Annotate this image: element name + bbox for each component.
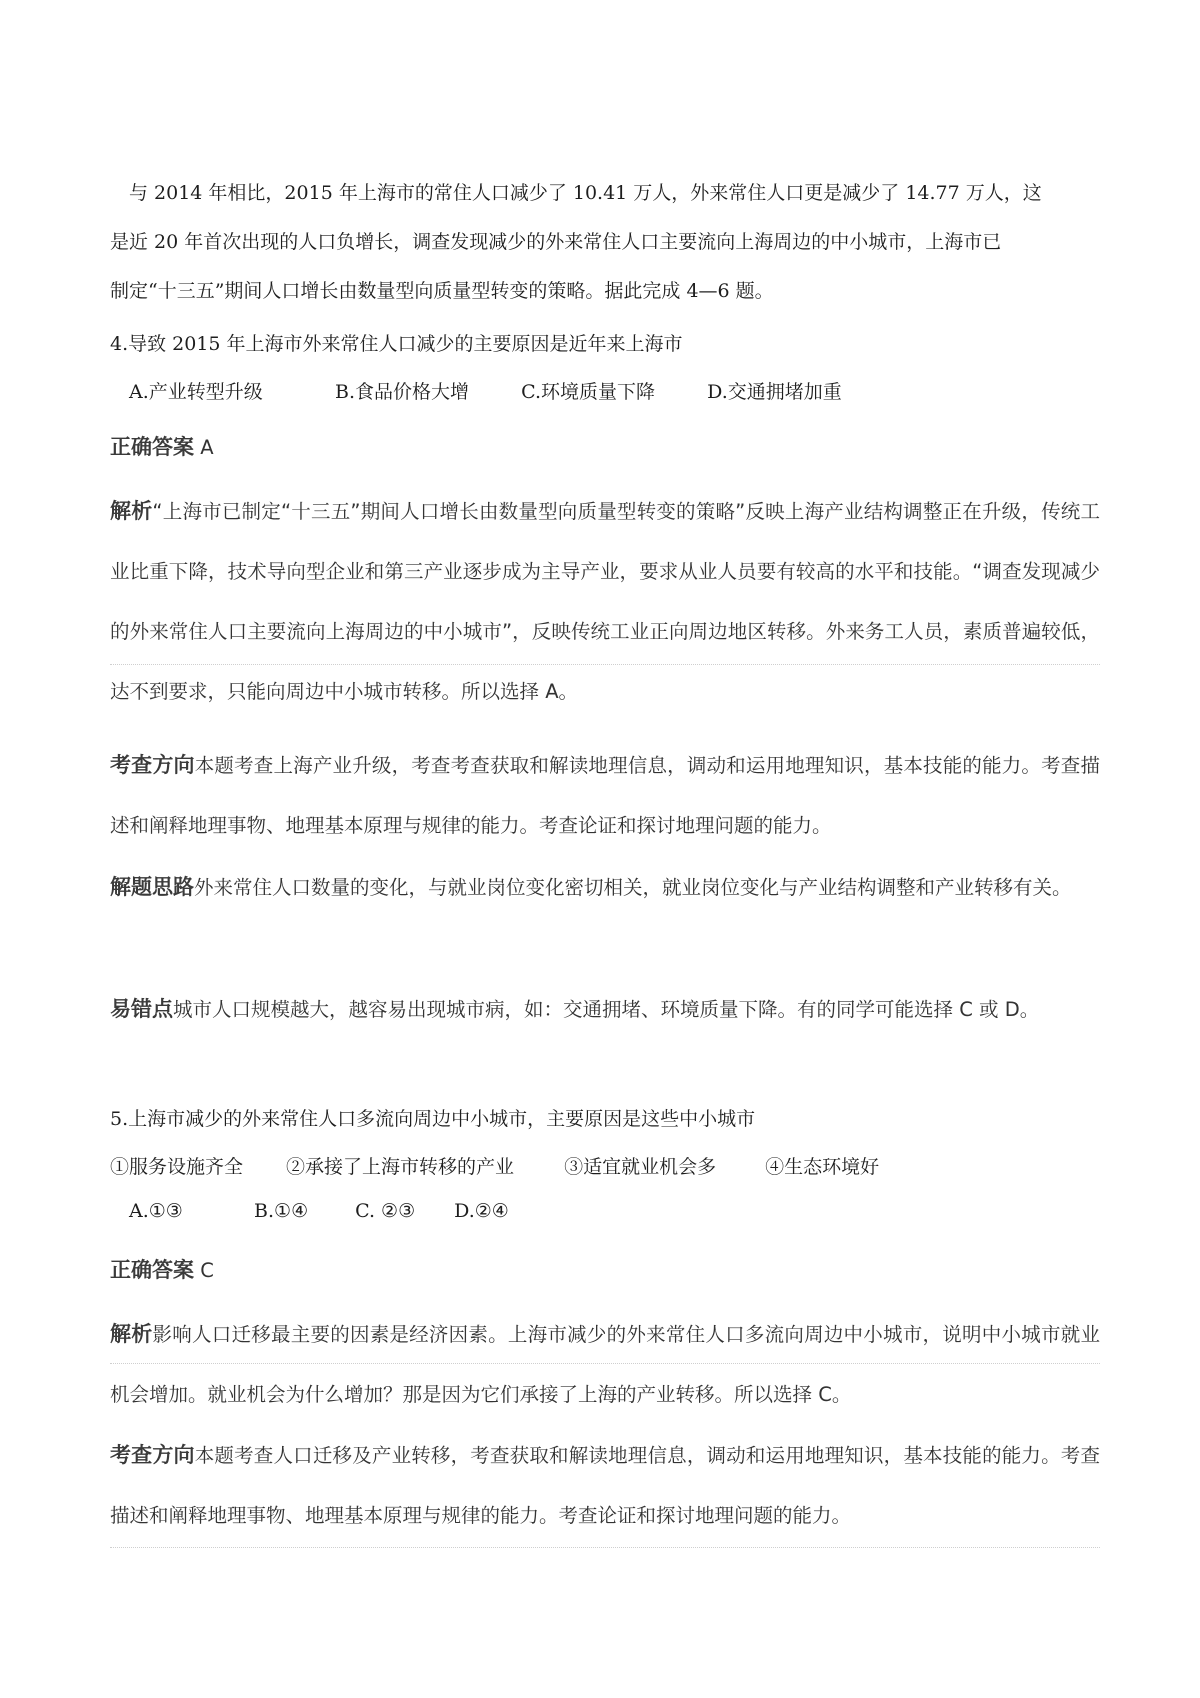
q5-item-1: ①服务设施齐全 xyxy=(110,1156,244,1178)
intro-line-1: 与 2014 年相比，2015 年上海市的常住人口减少了 10.41 万人，外来常住人口更是减少了 14.77 万人，这 xyxy=(129,182,1042,204)
q5-option-b: B.①④ xyxy=(254,1200,309,1222)
q5-answer-value: C xyxy=(194,1259,214,1282)
q4-option-b: B.食品价格大增 xyxy=(335,381,470,403)
divider xyxy=(110,1363,1100,1364)
q5-analysis-text: 影响人口迁移最主要的因素是经济因素。上海市减少的外来常住人口多流向周边中小城市，说明中小城市就业机会增加。就业机会为什么增加？那是因为它们承接了上海的产业转移。所以选择 C。 xyxy=(110,1323,1100,1406)
q4-option-c: C.环境质量下降 xyxy=(521,381,655,403)
q5-items xyxy=(110,1152,879,1179)
q5-answer xyxy=(110,1254,214,1284)
q4-pitfall-text: 城市人口规模越大，越容易出现城市病，如：交通拥堵、环境质量下降。有的同学可能选择 C 或 D。 xyxy=(173,998,1040,1021)
q4-analysis-label: 解析 xyxy=(110,499,153,523)
q4-option-a: A.产业转型升级 xyxy=(129,381,263,403)
q5-options xyxy=(129,1200,509,1222)
intro-passage xyxy=(110,169,1100,316)
q5-option-d: D.②④ xyxy=(454,1200,509,1222)
q4-direction-text: 本题考查上海产业升级，考查考查获取和解读地理信息，调动和运用地理知识，基本技能的能力。考查描述和阐释地理事物、地理基本原理与规律的能力。考查论证和探讨地理问题的能力。 xyxy=(110,754,1100,837)
q4-pitfall xyxy=(110,979,1100,1040)
q5-item-3: ③适宜就业机会多 xyxy=(564,1156,717,1178)
q4-answer-label: 正确答案 xyxy=(110,435,194,459)
q5-direction-text: 本题考查人口迁移及产业转移，考查获取和解读地理信息，调动和运用地理知识，基本技能的能力。考查描述和阐释地理事物、地理基本原理与规律的能力。考查论证和探讨地理问题的能力。 xyxy=(110,1444,1100,1527)
q5-option-a: A.①③ xyxy=(129,1200,183,1222)
q4-approach-text: 外来常住人口数量的变化，与就业岗位变化密切相关，就业岗位变化与产业结构调整和产业转移有关。 xyxy=(194,876,1072,899)
q5-analysis xyxy=(110,1304,1100,1425)
q4-analysis xyxy=(110,481,1100,722)
q5-item-4: ④生态环境好 xyxy=(765,1156,880,1178)
intro-line-2: 是近 20 年首次出现的人口负增长，调查发现减少的外来常住人口主要流向上海周边的中小城市，上海市已 xyxy=(110,231,1002,253)
q4-direction xyxy=(110,735,1100,856)
q4-pitfall-label: 易错点 xyxy=(110,997,173,1021)
q4-direction-label: 考查方向 xyxy=(110,753,195,777)
q5-option-c: C. ②③ xyxy=(355,1200,416,1222)
q4-stem: 4.导致 2015 年上海市外来常住人口减少的主要原因是近年来上海市 xyxy=(110,333,683,355)
q4-analysis-text: “上海市已制定“十三五”期间人口增长由数量型向质量型转变的策略”反映上海产业结构调整正在升级，传统工业比重下降，技术导向型企业和第三产业逐步成为主导产业，要求从业人员要有较高的水平和技能。“调查发现减少的外来常住人口主要流向上海周边的中小城市”，反映传统工业正向周边地区转移。外来务工人员，素质普遍较低，达不到要求，只能向周边中小城市转移。所以选择 A。 xyxy=(110,500,1100,703)
divider xyxy=(110,664,1100,665)
intro-line-3: 制定“十三五”期间人口增长由数量型向质量型转变的策略。据此完成 4—6 题。 xyxy=(110,280,774,302)
q4-answer-value: A xyxy=(194,436,214,459)
q4-option-d: D.交通拥堵加重 xyxy=(707,381,842,403)
q5-direction xyxy=(110,1425,1100,1546)
q5-answer-label: 正确答案 xyxy=(110,1258,194,1282)
q5-stem: 5.上海市减少的外来常住人口多流向周边中小城市，主要原因是这些中小城市 xyxy=(110,1108,756,1130)
divider xyxy=(110,1547,1100,1548)
q5-direction-label: 考查方向 xyxy=(110,1443,195,1467)
q4-options xyxy=(129,377,842,404)
q5-analysis-label: 解析 xyxy=(110,1322,153,1346)
q4-approach-label: 解题思路 xyxy=(110,875,194,899)
q4-answer xyxy=(110,431,214,461)
q5-item-2: ②承接了上海市转移的产业 xyxy=(286,1156,515,1178)
q4-approach xyxy=(110,857,1100,918)
